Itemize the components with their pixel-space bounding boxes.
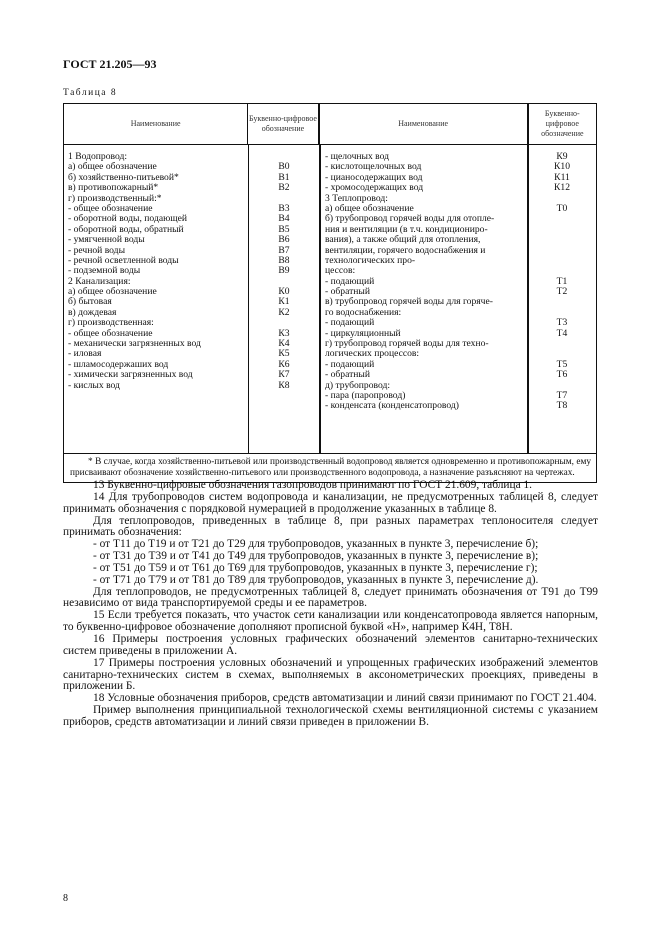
row-code: Т6 xyxy=(556,369,568,381)
column-divider xyxy=(248,145,249,454)
table-row xyxy=(321,297,596,307)
row-code xyxy=(528,214,596,224)
table-row xyxy=(321,308,596,318)
row-code: В9 xyxy=(278,265,290,277)
table-row xyxy=(321,194,596,204)
table-header xyxy=(64,104,596,145)
row-code: К9 xyxy=(556,151,568,162)
row-code: В7 xyxy=(278,244,290,256)
table-row xyxy=(64,381,319,391)
paragraph: - от Т11 до Т19 и от Т21 до Т29 для трубопроводов, указанных в пункте 3, перечисление б); xyxy=(93,538,539,551)
row-name: 1 Водопровод: xyxy=(68,152,128,162)
table-row xyxy=(64,235,319,245)
row-name: г) трубопровод горячей воды для техно- xyxy=(325,339,489,350)
row-name: - обратный xyxy=(325,370,370,381)
table-row xyxy=(64,266,319,276)
table-row xyxy=(321,370,596,380)
row-name: г) производственный:* xyxy=(68,193,162,204)
row-name: - кислых вод xyxy=(68,380,120,391)
table-row xyxy=(321,266,596,276)
row-code xyxy=(528,297,596,307)
row-code: Т4 xyxy=(556,327,568,339)
row-code: К5 xyxy=(278,348,290,360)
left-column xyxy=(64,145,319,453)
row-code: В3 xyxy=(278,202,290,214)
row-name: в) противопожарный* xyxy=(68,183,159,194)
row-name: - оборотной воды, обратный xyxy=(68,224,184,235)
table-row xyxy=(321,214,596,224)
paragraph: 18 Условные обозначения приборов, средств автоматизации и линий связи принимают по ГОСТ 21.404. xyxy=(93,692,597,705)
row-name: - пара (паропровод) xyxy=(325,390,406,401)
row-name: - конденсата (конденсатопровод) xyxy=(325,401,459,412)
table-caption: Таблица 8 xyxy=(63,88,118,98)
row-name: логических процессов: xyxy=(325,349,420,360)
row-name: - цианосодержащих вод xyxy=(325,172,423,183)
row-code: Т0 xyxy=(556,202,568,214)
row-name: - речной осветленной воды xyxy=(68,255,179,266)
paragraph: 13 Буквенно-цифровые обозначения газопроводов принимают по ГОСТ 21.609, таблица 1. xyxy=(93,479,533,491)
row-code: Т2 xyxy=(556,286,568,298)
column-divider xyxy=(527,145,529,454)
row-name: - оборотной воды, подающей xyxy=(68,214,188,225)
row-name: - подающий xyxy=(325,318,375,329)
row-name: - подающий xyxy=(325,276,375,287)
table-row xyxy=(321,287,596,297)
paragraph: - от Т51 до Т59 и от Т61 до Т69 для трубопроводов, указанных в пункте 3, перечисление г); xyxy=(93,561,538,574)
row-code: В0 xyxy=(278,161,290,173)
page-number: 8 xyxy=(63,893,68,904)
table-row xyxy=(321,204,596,214)
paragraph: Пример выполнения принципиальной технологической схемы вентиляционной системы с указанием приборов, средств автоматизации и линий связи приведен в приложении В. xyxy=(63,704,598,728)
row-code xyxy=(528,246,596,256)
table-row xyxy=(321,277,596,287)
header-code-right: Буквенно-цифровое обозначение xyxy=(527,104,596,144)
table-row xyxy=(321,339,596,349)
body-text xyxy=(63,480,598,729)
table-row xyxy=(64,183,319,193)
row-code: В8 xyxy=(278,254,290,266)
row-name: вания), а также общий для отопления, xyxy=(325,235,481,246)
row-code xyxy=(528,235,596,245)
header-name-left: Наименование xyxy=(130,119,181,128)
paragraph: - от Т31 до Т39 и от Т41 до Т49 для трубопроводов, указанных в пункте 3, перечисление в); xyxy=(93,550,539,563)
table-row xyxy=(321,225,596,235)
row-name: - иловая xyxy=(68,349,102,360)
row-name: д) трубопровод: xyxy=(325,380,391,391)
table-row xyxy=(321,349,596,359)
table-body xyxy=(64,145,596,454)
row-name: а) общее обозначение xyxy=(325,203,414,214)
row-code: Т1 xyxy=(556,275,568,287)
row-code: К8 xyxy=(278,379,290,391)
row-code: К4 xyxy=(278,338,290,350)
row-code: К2 xyxy=(278,306,290,318)
paragraph: - от Т71 до Т79 и от Т81 до Т89 для трубопроводов, указанных в пункте 3, перечисление д). xyxy=(93,573,539,586)
row-name: б) хозяйственно-питьевой* xyxy=(68,172,179,183)
row-name: в) трубопровод горячей воды для горяче- xyxy=(325,297,493,308)
row-code: К6 xyxy=(278,358,290,370)
table-row xyxy=(321,391,596,401)
row-name: вентиляции, горячего водоснабжения и xyxy=(325,245,486,256)
row-code xyxy=(528,256,596,266)
table-row xyxy=(321,246,596,256)
row-code: К11 xyxy=(554,171,570,183)
row-name: - циркуляционный xyxy=(325,328,401,339)
row-name: г) производственная: xyxy=(68,318,154,329)
row-name: б) трубопровод горячей воды для отопле- xyxy=(325,214,495,225)
row-name: - речной воды xyxy=(68,245,126,256)
row-name: а) общее обозначение xyxy=(68,287,157,298)
row-name: 3 Теплопровод: xyxy=(325,193,388,204)
table-row xyxy=(321,360,596,370)
row-code: В4 xyxy=(278,213,290,225)
row-code: Т3 xyxy=(556,317,568,329)
row-code: В6 xyxy=(278,234,290,246)
table-row xyxy=(321,183,596,193)
row-code: К12 xyxy=(554,182,570,194)
header-code-left: Буквенно-цифровое обозначение xyxy=(247,104,317,144)
table-row xyxy=(321,381,596,391)
table-footnote: * В случае, когда хозяйственно-питьевой или производственный водопровод является одновременно и противопожарным, ему присваивают обозначение хозяйственно-питьевого или производственного водопровода, а назначение разъясняют на чертежах. xyxy=(70,457,591,478)
row-name: - обратный xyxy=(325,287,370,298)
row-name: технологических про- xyxy=(325,255,416,266)
row-code: Т5 xyxy=(556,358,568,370)
table-row xyxy=(321,318,596,328)
row-name: - хромосодержащих вод xyxy=(325,183,424,194)
table-row xyxy=(321,235,596,245)
document-header: ГОСТ 21.205—93 xyxy=(63,57,157,71)
row-code: Т7 xyxy=(556,389,568,401)
row-code: В1 xyxy=(278,171,290,183)
paragraph: 14 Для трубопроводов систем водопровода и канализации, не предусмотренных таблицей 8, следует принимать обозначения с порядковой нумерацией в продолжение указанных в таблице 8. xyxy=(63,490,598,515)
row-code: В5 xyxy=(278,223,290,235)
header-name-right: Наименование xyxy=(318,104,527,144)
table-row xyxy=(321,329,596,339)
paragraph: Для теплопроводов, не предусмотренных таблицей 8, следует принимать обозначения от Т91 до Т99 независимо от вида транспортируемой среды и ее параметров. xyxy=(63,585,598,610)
row-name: - подземной воды xyxy=(68,266,141,277)
paragraph: 17 Примеры построения условных обозначений и упрощенных графических изображений элементов санитарно-технических систем в схемах, выполняемых в аксонометрических проекциях, приведены в приложении Б. xyxy=(63,656,598,693)
row-name: б) бытовая xyxy=(68,297,112,308)
row-name: - механически загрязненных вод xyxy=(68,339,201,350)
paragraph: 16 Примеры построения условных графических обозначений элементов санитарно-технических систем приведены в приложении А. xyxy=(63,632,598,657)
table-row xyxy=(321,401,596,411)
row-code: К0 xyxy=(278,286,290,298)
table-row xyxy=(64,308,319,318)
table-row xyxy=(321,256,596,266)
row-code: К3 xyxy=(278,327,290,339)
row-name: - щелочных вод xyxy=(325,152,390,162)
designation-table xyxy=(63,103,597,483)
row-code: Т8 xyxy=(556,400,568,412)
paragraph: Для теплопроводов, приведенных в таблице 8, при разных параметрах теплоносителя следует принимать обозначения: xyxy=(63,514,598,539)
row-name: - шламосодержаших вод xyxy=(68,359,169,370)
row-name: го водоснабжения: xyxy=(325,307,402,318)
right-column xyxy=(319,145,596,453)
row-name: ния и вентиляции (в т.ч. кондициониро- xyxy=(325,224,488,235)
row-code: К7 xyxy=(278,369,290,381)
row-name: а) общее обозначение xyxy=(68,162,157,173)
row-name: цессов: xyxy=(325,266,356,277)
row-name: - подающий xyxy=(325,359,375,370)
row-name: - общее обозначение xyxy=(68,203,153,214)
row-name: - общее обозначение xyxy=(68,328,153,339)
row-code: В2 xyxy=(278,182,290,194)
row-name: - химически загрязненных вод xyxy=(68,370,193,381)
row-code: К10 xyxy=(554,161,570,173)
row-code xyxy=(528,225,596,235)
row-name: 2 Канализация: xyxy=(68,276,131,287)
row-name: - умягченной воды xyxy=(68,235,145,246)
row-code: К1 xyxy=(278,296,290,308)
row-code xyxy=(528,339,596,349)
row-name: - кислотощелочных вод xyxy=(325,162,422,173)
paragraph: 15 Если требуется показать, что участок сети канализации или конденсатопровода является напорным, то буквенно-цифровое обозначение дополняют прописной буквой «Н», например К4Н, Т8Н. xyxy=(63,609,598,634)
row-name: в) дождевая xyxy=(68,307,117,318)
